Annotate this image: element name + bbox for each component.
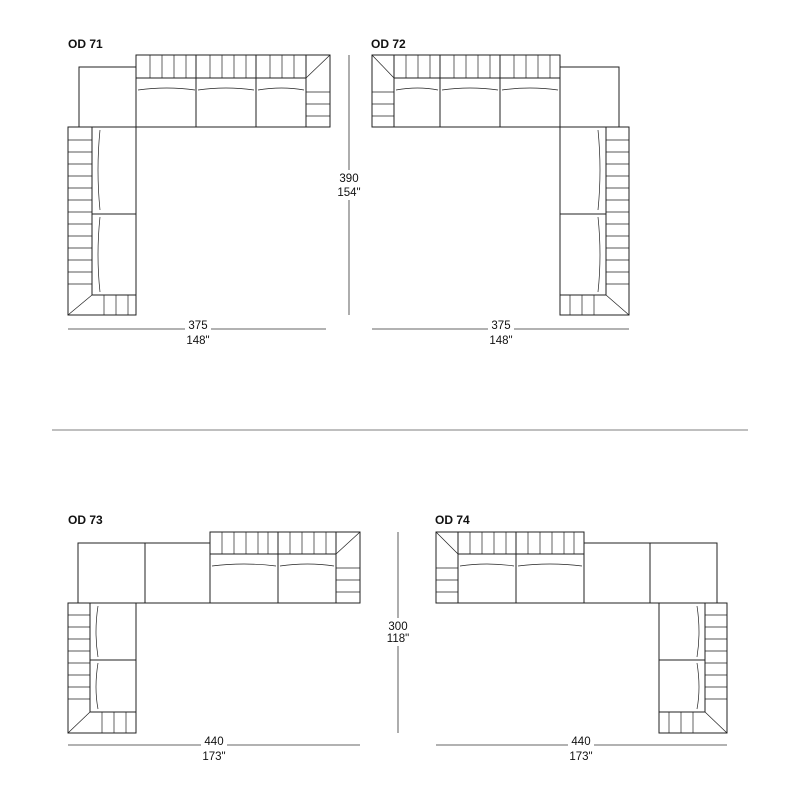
width-in-od72: 148" xyxy=(489,335,513,347)
width-cm-od73: 440 xyxy=(204,736,224,748)
top-run xyxy=(136,55,330,127)
sofa-od71 xyxy=(68,37,330,347)
model-code-od73: OD 73 xyxy=(68,513,103,527)
width-cm-od71: 375 xyxy=(188,320,208,332)
depth-cm-top: 390 xyxy=(339,173,359,185)
depth-in-top: 154" xyxy=(337,187,361,199)
width-cm-od74: 440 xyxy=(571,736,591,748)
depth-cm-bottom: 300 xyxy=(388,621,408,633)
depth-dimension-bottom xyxy=(387,532,409,733)
model-code-od72: OD 72 xyxy=(371,37,406,51)
sofa-od74 xyxy=(435,513,727,763)
sofa-od73 xyxy=(68,513,360,763)
width-in-od74: 173" xyxy=(569,751,593,763)
backrest-stripes xyxy=(68,55,330,315)
model-code-od71: OD 71 xyxy=(68,37,103,51)
left-run xyxy=(68,127,136,315)
corner-module xyxy=(560,67,619,127)
backrest-stripes xyxy=(436,532,727,733)
width-cm-od72: 375 xyxy=(491,320,511,332)
right-run xyxy=(560,127,629,315)
width-in-od71: 148" xyxy=(186,335,210,347)
width-in-od73: 173" xyxy=(202,751,226,763)
depth-in-bottom: 118" xyxy=(386,633,410,645)
model-code-od74: OD 74 xyxy=(435,513,470,527)
corner-module xyxy=(79,67,136,127)
depth-dimension-top xyxy=(337,55,360,315)
backrest-stripes xyxy=(68,532,360,733)
corner-module xyxy=(78,543,210,603)
sofa-od72 xyxy=(371,37,629,347)
